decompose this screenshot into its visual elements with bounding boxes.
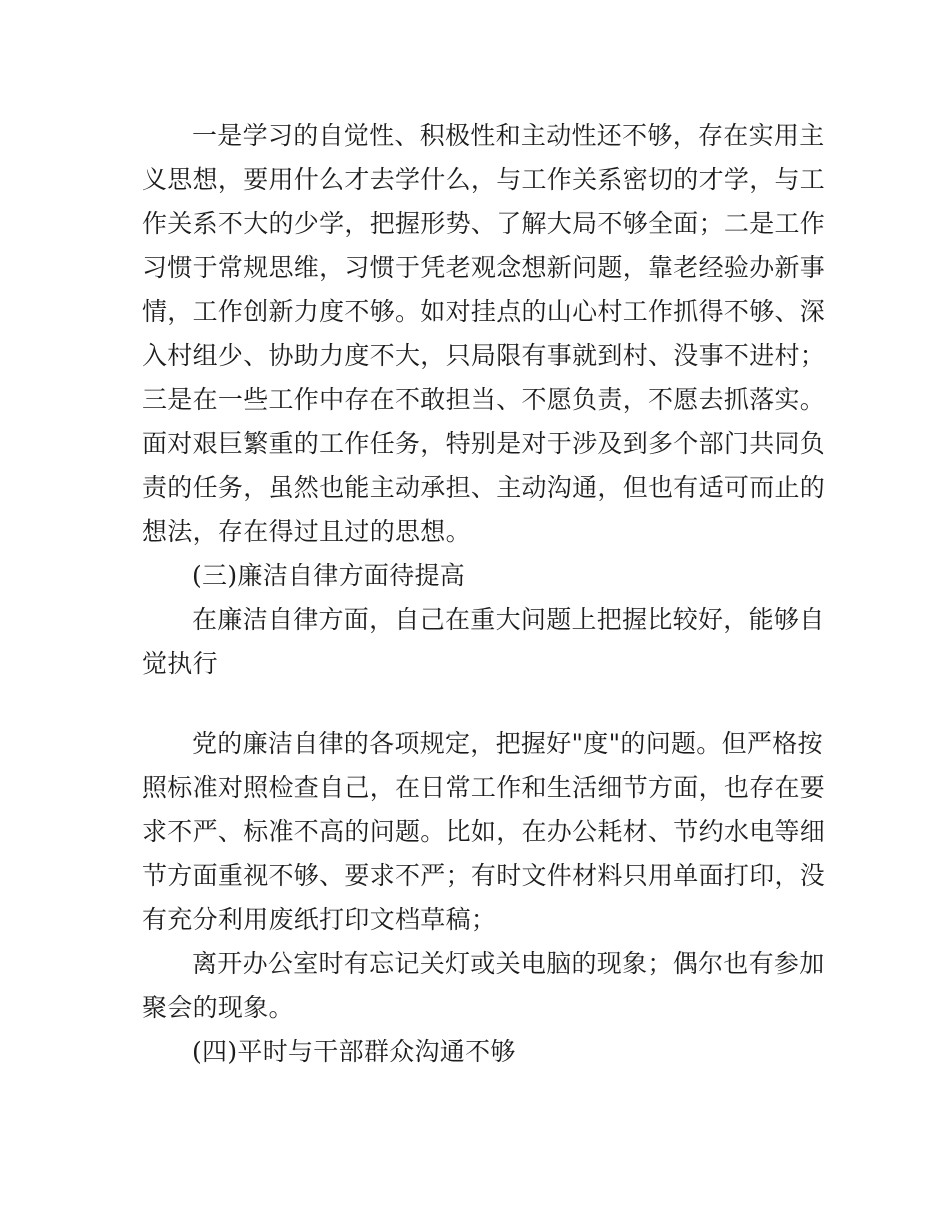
paragraph-line: 聚会的现象。 bbox=[142, 993, 294, 1022]
paragraph-line: 觉执行 bbox=[142, 649, 218, 678]
paragraph-line: 在廉洁自律方面，自己在重大问题上把握比较好，能够自 bbox=[192, 605, 825, 634]
paragraph-line: 习惯于常规思维，习惯于凭老观念想新问题，靠老经验办新事 bbox=[142, 253, 826, 282]
paragraph-line: 情，工作创新力度不够。如对挂点的山心村工作抓得不够、深 bbox=[142, 297, 826, 326]
paragraph-line: 作关系不大的少学，把握形势、了解大局不够全面；二是工作 bbox=[142, 209, 826, 238]
paragraph-line: 照标准对照检查自己，在日常工作和生活细节方面，也存在要 bbox=[142, 773, 826, 802]
paragraph-line: 一是学习的自觉性、积极性和主动性还不够，存在实用主 bbox=[192, 121, 825, 150]
paragraph-line: 三是在一些工作中存在不敢担当、不愿负责，不愿去抓落实。 bbox=[142, 385, 826, 414]
paragraph-line: 有充分利用废纸打印文档草稿； bbox=[142, 905, 497, 934]
paragraph-line: 入村组少、协助力度不大，只局限有事就到村、没事不进村； bbox=[142, 341, 826, 370]
paragraph-line: 想法，存在得过且过的思想。 bbox=[142, 517, 471, 546]
paragraph-line: 义思想，要用什么才去学什么，与工作关系密切的才学，与工 bbox=[142, 165, 826, 194]
paragraph-line: 党的廉洁自律的各项规定，把握好"度"的问题。但严格按 bbox=[192, 729, 823, 758]
paragraph-line: 责的任务，虽然也能主动承担、主动沟通，但也有适可而止的 bbox=[142, 473, 826, 502]
paragraph-line: 面对艰巨繁重的工作任务，特别是对于涉及到多个部门共同负 bbox=[142, 429, 826, 458]
section-heading-3: (三)廉洁自律方面待提高 bbox=[192, 561, 466, 590]
paragraph-line: 节方面重视不够、要求不严；有时文件材料只用单面打印，没 bbox=[142, 861, 826, 890]
paragraph-line: 离开办公室时有忘记关灯或关电脑的现象；偶尔也有参加 bbox=[192, 949, 825, 978]
section-heading-4: (四)平时与干部群众沟通不够 bbox=[192, 1037, 516, 1066]
paragraph-line: 求不严、标准不高的问题。比如，在办公耗材、节约水电等细 bbox=[142, 817, 826, 846]
